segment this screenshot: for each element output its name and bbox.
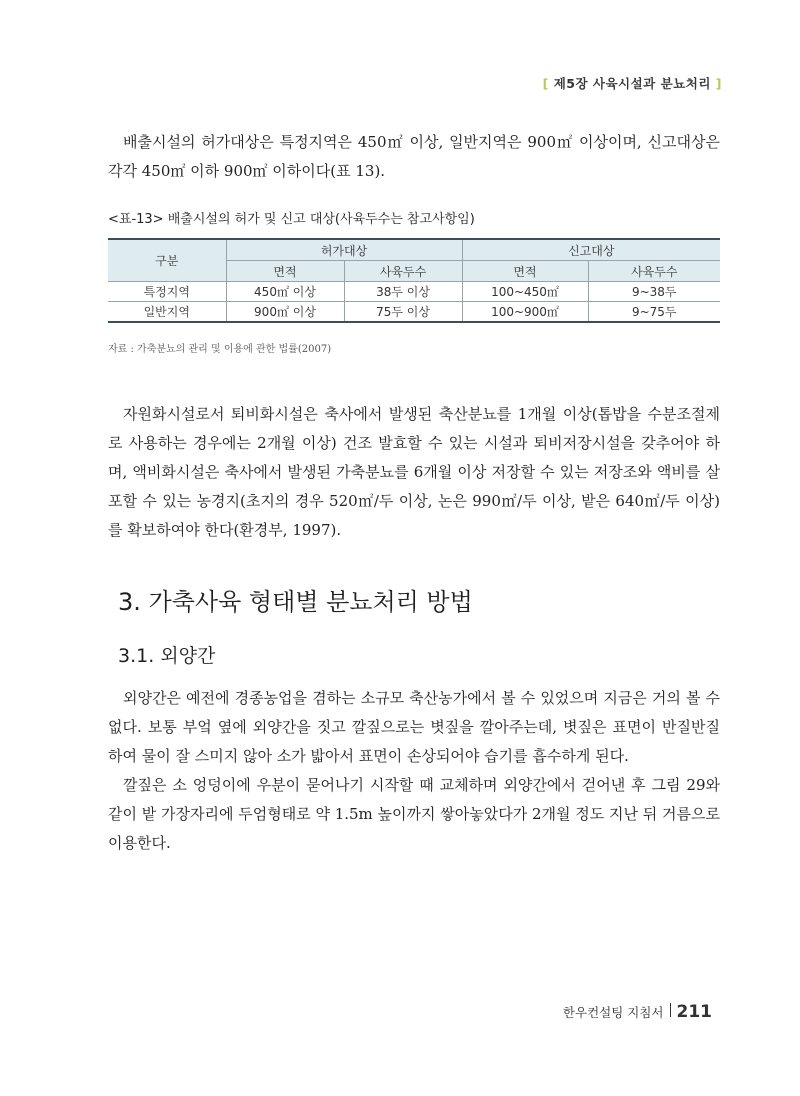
table-cell-permit-area: 900㎡ 이상	[226, 302, 344, 323]
paragraph-bedding-replacement	[108, 771, 720, 858]
table-cell-region: 특정지역	[108, 282, 226, 302]
paragraph-text: 배출시설의 허가대상은 특정지역은 450㎡ 이상, 일반지역은 900㎡ 이상이며, 신고대상은 각각 450㎡ 이하 900㎡ 이하이다(표 13).	[108, 133, 720, 180]
table-header-permit: 허가대상	[226, 239, 462, 261]
paragraph-text: 자원화시설로서 퇴비화시설은 축사에서 발생된 축산분뇨를 1개월 이상(톱밥을 수분조절제로 사용하는 경우에는 2개월 이상) 건조 발효할 수 있는 시설과 퇴비저장시설을 갖추어야 하며, 액비화시설은 축사에서 발생된 가축분뇨를 6개월 이상 저장할 수 있는 저장조와 액비를 살포할 수 있는 농경지(초지의 경우 520㎡/두 이상, 논은 990㎡/두 이상, 밭은 640㎡/두 이상)를 확보하여야 한다(환경부, 1997).	[108, 405, 720, 539]
table-cell-report-heads: 9~75두	[588, 302, 720, 323]
section-title: 3. 가축사육 형태별 분뇨처리 방법	[118, 588, 473, 616]
table-header-report-heads: 사육두수	[588, 261, 720, 282]
footer-divider	[670, 1003, 671, 1017]
table-header-category: 구분	[108, 239, 226, 282]
chapter-header	[543, 74, 722, 92]
table-cell-permit-heads: 75두 이상	[344, 302, 462, 323]
paragraph-permit-target	[108, 128, 720, 186]
page-footer	[563, 1002, 712, 1022]
table-caption: <표-13> 배출시설의 허가 및 신고 대상(사육두수는 참고사항임)	[108, 212, 475, 227]
subsection-title: 3.1. 외양간	[118, 645, 216, 667]
paragraph-recycling-facility	[108, 400, 720, 545]
table-header-permit-heads: 사육두수	[344, 261, 462, 282]
table-row	[108, 302, 720, 323]
table-cell-region: 일반지역	[108, 302, 226, 323]
table-header-report-area: 면적	[462, 261, 588, 282]
table-header-permit-area: 면적	[226, 261, 344, 282]
table-source-note: 자료 : 가축분뇨의 관리 및 이용에 관한 법률(2007)	[108, 344, 332, 355]
header-chapter-title: 제5장 사육시설과 분뇨처리	[553, 76, 711, 91]
header-bracket-close: ]	[715, 76, 722, 91]
paragraph-text: 외양간은 예전에 경종농업을 겸하는 소규모 축산농가에서 볼 수 있었으며 지금은 거의 볼 수 없다. 보통 부엌 옆에 외양간을 짓고 깔짚으로는 볏짚을 깔아주는데, 볏짚은 표면이 반질반질하여 물이 잘 스미지 않아 소가 밟아서 표면이 손상되어야 습기를 흡수하게 된다.	[108, 689, 720, 765]
table-cell-report-heads: 9~38두	[588, 282, 720, 302]
page-number: 211	[676, 1002, 712, 1022]
table-cell-report-area: 100~450㎡	[462, 282, 588, 302]
table-header-report: 신고대상	[462, 239, 720, 261]
footer-book-title: 한우컨설팅 지침서	[562, 1005, 664, 1020]
header-bracket-open: [	[542, 76, 549, 91]
table-row	[108, 282, 720, 302]
table-cell-permit-heads: 38두 이상	[344, 282, 462, 302]
table-cell-report-area: 100~900㎡	[462, 302, 588, 323]
paragraph-barn-intro	[108, 684, 720, 771]
table-cell-permit-area: 450㎡ 이상	[226, 282, 344, 302]
paragraph-text: 깔짚은 소 엉덩이에 우분이 묻어나기 시작할 때 교체하며 외양간에서 걷어낸 후 그림 29와 같이 밭 가장자리에 두엄형태로 약 1.5m 높이까지 쌓아놓았다가 2개월 정도 지난 뒤 거름으로 이용한다.	[108, 776, 720, 852]
discharge-facility-table	[108, 238, 720, 323]
